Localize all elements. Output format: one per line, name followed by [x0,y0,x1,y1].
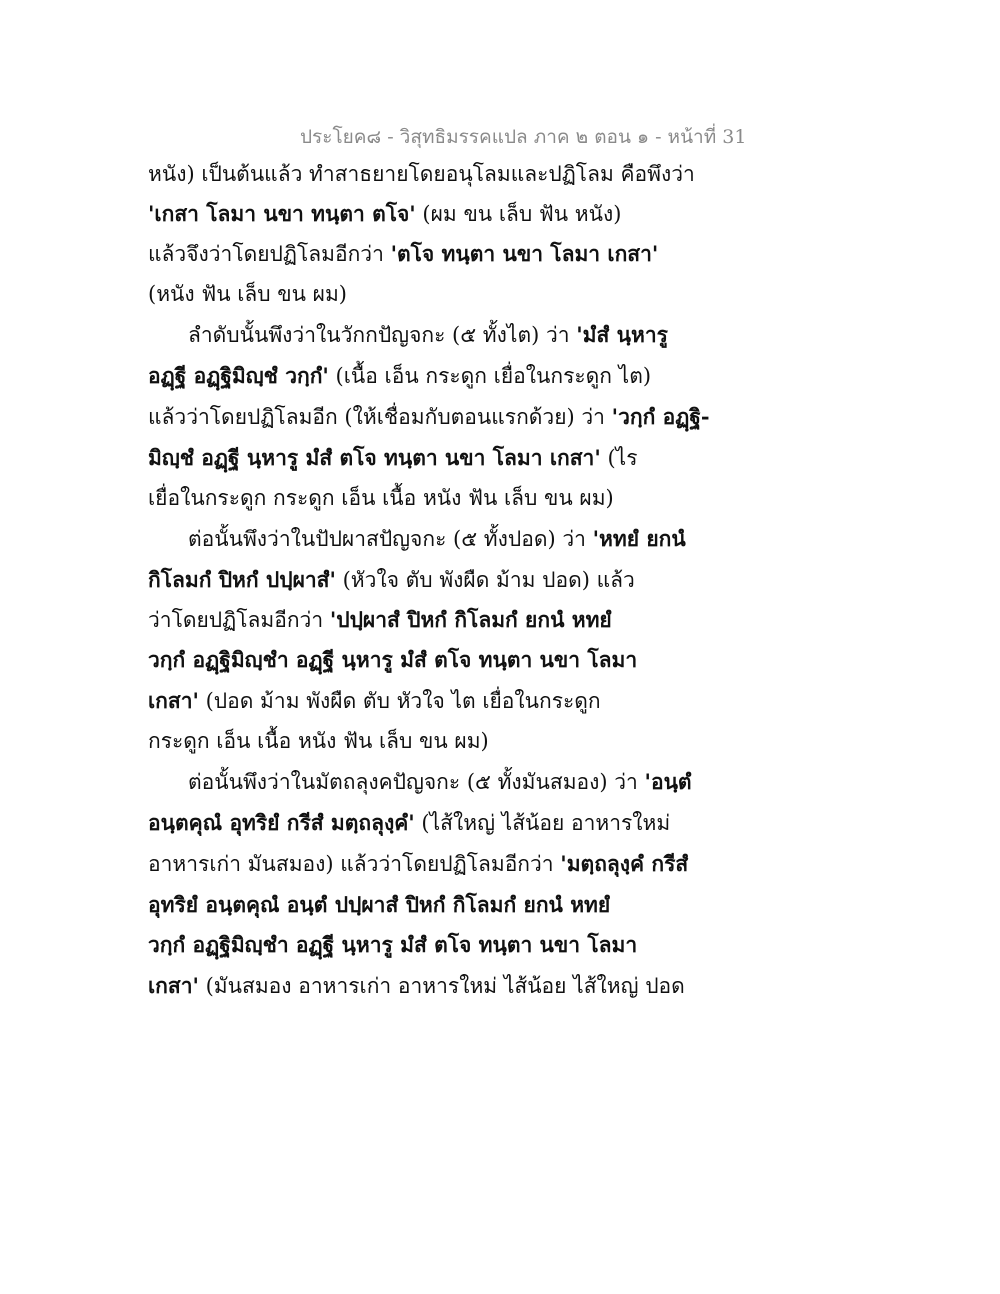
pali-term: 'ตโจ ทนฺตา นขา โลมา เกสา' [390,241,659,266]
pali-term: กิโลมกํ ปิหกํ ปปฺผาสํ' [148,567,336,592]
pali-term: วกฺกํ อฏฺฐิมิญฺชำ อฏฺฐี นฺหารู มํสํ ตโจ ทนฺตา นขา โลมา [148,647,638,672]
text-segment: ว่าโดยปฏิโลมอีกว่า [148,608,330,632]
text-segment: เยื่อในกระดูก กระดูก เอ็น เนื้อ หนัง ฟัน เล็บ ขน ผม) [148,486,614,510]
pali-term: มิญฺชํ อฏฺฐี นฺหารู มํสํ ตโจ ทนฺตา นขา โลมา เกสา' [148,445,601,470]
text-line [148,200,621,228]
text-line [148,931,637,959]
text-line [148,727,489,755]
text-line [148,891,610,919]
text-line [148,687,601,715]
text-line [148,240,658,268]
text-line [148,160,695,188]
text-segment: ต่อนั้นพึงว่าในปัปผาสปัญจกะ (๕ ทั้งปอด) ว่า [188,527,593,551]
pali-term: อนฺตคุณํ อุทริยํ กรีสํ มตฺถลุงฺคํ' [148,810,415,835]
text-segment: (ปอด ม้าม พังผืด ตับ หัวใจ ไต เยื่อในกระดูก [198,689,601,713]
text-segment: แล้วจึงว่าโดยปฏิโลมอีกว่า [148,242,391,266]
pali-term: 'วกฺกํ อฏฺฐิ- [611,404,710,429]
text-segment: แล้วว่าโดยปฏิโลมอีก (ให้เชื่อมกับตอนแรกด้วย) ว่า [148,405,612,429]
text-segment: ต่อนั้นพึงว่าในมัตถลุงคปัญจกะ (๕ ทั้งมันสมอง) ว่า [188,770,645,794]
pali-term: อฏฺฐี อฏฺฐิมิญฺชํ วกฺกํ' [148,363,329,388]
text-segment: (หนัง ฟัน เล็บ ขน ผม) [148,282,347,306]
text-segment: (ไร [600,446,638,470]
text-line [148,809,670,837]
text-line [148,850,688,878]
pali-term: เกสา' [148,973,199,998]
pali-term: วกฺกํ อฏฺฐิมิญฺชำ อฏฺฐี นฺหารู มํสํ ตโจ ทนฺตา นขา โลมา [148,932,638,957]
text-line [188,321,668,349]
text-line [148,606,612,634]
page-header: ประโยค๘ - วิสุทธิมรรคแปล ภาค ๒ ตอน ๑ - หน้าที่ 31 [300,126,747,148]
text-segment: อาหารเก่า มันสมอง) แล้วว่าโดยปฏิโลมอีกว่า [148,852,561,876]
text-segment: ลำดับนั้นพึงว่าในวักกปัญจกะ (๕ ทั้งไต) ว่า [188,323,577,347]
text-line [188,525,686,553]
text-line [148,646,637,674]
pali-term: 'หทยํ ยกนํ [592,526,686,551]
text-line [148,972,685,1000]
text-segment: หนัง) เป็นต้นแล้ว ทำสาธยายโดยอนุโลมและปฏิโลม คือพึงว่า [148,162,695,186]
pali-term: 'เกสา โลมา นขา ทนฺตา ตโจ' [148,201,416,226]
text-line [148,444,638,472]
text-line [188,768,692,796]
text-segment: (เนื้อ เอ็น กระดูก เยื่อในกระดูก ไต) [328,364,652,388]
text-line [148,484,614,512]
text-segment: (หัวใจ ตับ พังผืด ม้าม ปอด) แล้ว [335,568,635,592]
text-line [148,362,651,390]
text-segment: (มันสมอง อาหารเก่า อาหารใหม่ ไส้น้อย ไส้ใหญ่ ปอด [198,974,685,998]
pali-term: เกสา' [148,688,199,713]
pali-term: 'มํสํ นฺหารู [576,322,668,347]
pali-term: 'มตฺถลุงฺคํ กรีสํ [560,851,689,876]
text-line [148,280,347,308]
pali-term: 'อนฺตํ [644,769,692,794]
pali-term: 'ปปฺผาสํ ปิหกํ กิโลมกํ ยกนํ หทยํ [329,607,612,632]
pali-term: อุทริยํ อนฺตคุณํ อนฺตํ ปปฺผาสํ ปิหกํ กิโลมกํ ยกนํ หทยํ [148,892,611,917]
text-segment: กระดูก เอ็น เนื้อ หนัง ฟัน เล็บ ขน ผม) [148,729,489,753]
text-line [148,403,710,431]
text-line [148,566,635,594]
text-segment: (ผม ขน เล็บ ฟัน หนัง) [415,202,622,226]
text-segment: (ไส้ใหญ่ ไส้น้อย อาหารใหม่ [414,811,671,835]
